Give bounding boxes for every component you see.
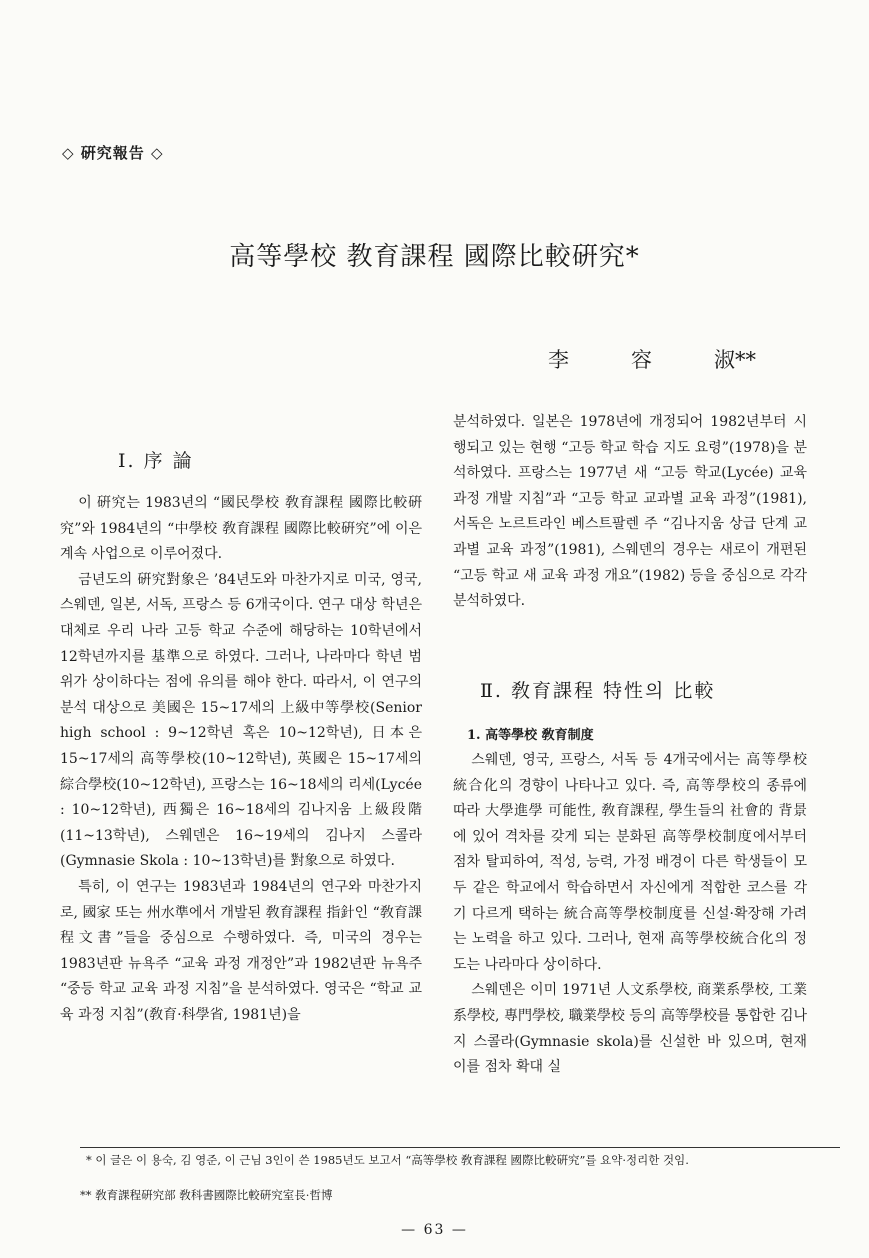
report-kicker: ◇ 硏究報告 ◇ xyxy=(62,144,164,162)
footnote-1: * 이 글은 이 용숙, 김 영준, 이 근님 3인이 쓴 1985년도 보고서 “高等學校 敎育課程 國際比較硏究”를 요약·정리한 것임. xyxy=(86,1153,689,1167)
paragraph: 금년도의 硏究對象은 ’84년도와 마찬가지로 미국, 영국, 스웨덴, 일본, 서독, 프랑스 등 6개국이다. 연구 대상 학년은 대체로 우리 나라 고등 학교 수준에 해당하는 10학년에서 12학년까지를 基準으로 하였다. 그러나, 나라마다 학년 범위가 상이하다는 점에 유의를 해야 한다. 따라서, 이 연구의 분석 대상으로 美國은 15~17세의 上級中等學校(Senior high school : 9~12학년 혹은 10~12학년), 日本은 15~17세의 高等學校(10~12학년), 英國은 15~17세의 綜合學校(10~12학년), 프랑스는 16~18세의 리세(Lycée : 10~12학년), 西獨은 16~18세의 김나지움 上級段階(11~13학년), 스웨덴은 16~19세의 김나지 스콜라(Gymnasie Skola : 10~13학년)를 對象으로 하였다. xyxy=(60,571,422,870)
subsection-heading: 1. 高等學校 敎育制度 xyxy=(467,728,594,743)
right-column-body xyxy=(453,748,807,1081)
paragraph: 스웨덴은 이미 1971년 人文系學校, 商業系學校, 工業系學校, 專門學校, 職業學校 등의 高等學校를 통합한 김나지 스콜라(Gymnasie skola)를 신설한 바 있으며, 현재 이를 점차 확대 실 xyxy=(453,982,807,1076)
section-heading-comparison: Ⅱ. 敎育課程 特性의 比較 xyxy=(480,680,716,702)
footnote-divider xyxy=(80,1147,840,1148)
paragraph: 분석하였다. 일본은 1978년에 개정되어 1982년부터 시행되고 있는 현행 “고등 학교 학습 지도 요령”(1978)을 분석하였다. 프랑스는 1977년 새 “고등 학교(Lycée) 교육 과정 개발 지침”과 “고등 학교 교과별 교육 과정”(1981), 서독은 노르트라인 베스트팔렌 주 “김나지움 상급 단계 교과별 교육 과정”(1981), 스웨덴의 경우는 새로이 개편된 “고등 학교 새 교육 과정 개요”(1982) 등을 중심으로 각각 분석하였다. xyxy=(453,414,807,610)
left-column xyxy=(60,491,422,1028)
page-number: — 63 — xyxy=(401,1222,468,1238)
author-surname: 李 xyxy=(548,348,569,372)
paragraph: 이 硏究는 1983년의 “國民學校 敎育課程 國際比較硏究”와 1984년의 “中學校 敎育課程 國際比較硏究”에 이은 계속 사업으로 이루어졌다. xyxy=(60,495,422,563)
author-given-2: 淑** xyxy=(714,348,756,372)
author-name xyxy=(548,344,756,374)
section-heading-intro: Ⅰ. 序 論 xyxy=(118,450,194,472)
right-column-intro xyxy=(453,410,807,615)
paragraph: 특히, 이 연구는 1983년과 1984년의 연구와 마찬가지로, 國家 또는 州水準에서 개발된 敎育課程 指針인 “敎育課程文書”들을 중심으로 수행하였다. 즉, 미국의 경우는 1983년판 뉴욕주 “교육 과정 개정안”과 1982년판 뉴욕주 “중등 학교 교육 과정 지침”을 분석하였다. 영국은 “학교 교육 과정 지침”(敎育·科學省, 1981년)을 xyxy=(60,878,422,1023)
paragraph: 스웨덴, 영국, 프랑스, 서독 등 4개국에서는 高等學校 統合化의 경향이 나타나고 있다. 즉, 高等學校의 종류에 따라 大學進學 可能性, 敎育課程, 學生들의 社會的 背景에 있어 격차를 갖게 되는 분화된 高等學校制度에서부터 점차 탈피하여, 적성, 능력, 가정 배경이 다른 학생들이 모두 같은 학교에서 학습하면서 자신에게 적합한 코스를 각기 다르게 택하는 統合高等學校制度를 신설·확장해 가려는 노력을 하고 있다. 그러나, 현재 高等學校統合化의 정도는 나라마다 상이하다. xyxy=(453,752,807,973)
author-given-1: 容 xyxy=(631,348,652,372)
page-title: 高等學校 教育課程 國際比較硏究* xyxy=(229,242,640,272)
footnote-2: ** 敎育課程硏究部 敎科書國際比較硏究室長·哲博 xyxy=(80,1188,333,1202)
